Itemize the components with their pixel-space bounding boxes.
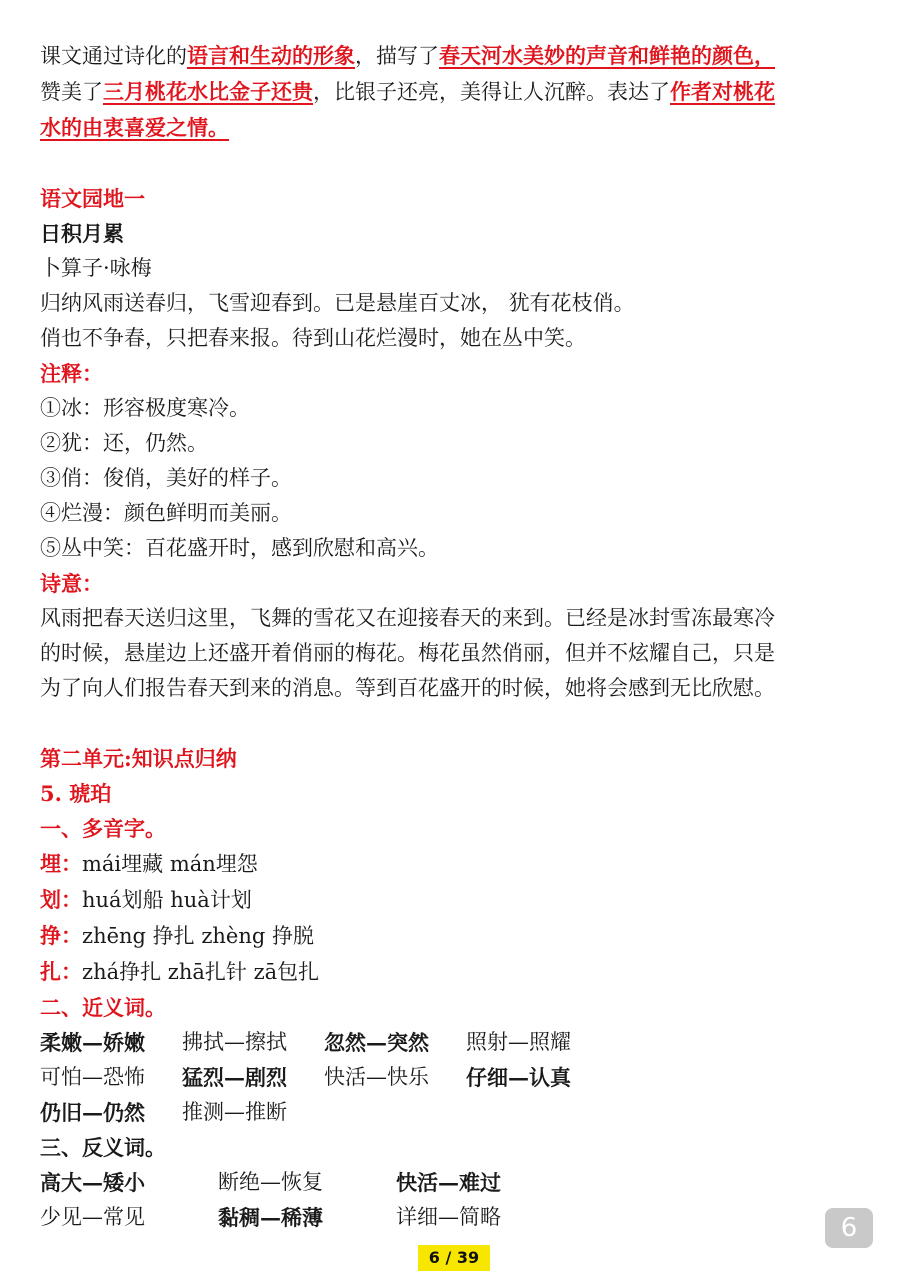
synonym-pair: 推测—推断 bbox=[182, 1100, 287, 1124]
antonym-pair: 快活—难过 bbox=[396, 1170, 501, 1195]
intro-line-2 bbox=[40, 74, 870, 110]
note-item: ③俏：俊俏，美好的样子。 bbox=[40, 466, 292, 490]
notes-title: 注释： bbox=[40, 361, 103, 386]
synonym-pair: 柔嫩—娇嫩 bbox=[40, 1030, 145, 1055]
antonym-row bbox=[40, 1200, 870, 1235]
document-page bbox=[40, 38, 870, 1235]
meaning-line: 为了向人们报告春天到来的消息。等到百花盛开的时候，她将会感到无比欣慰。 bbox=[40, 676, 775, 700]
synonym-row bbox=[40, 1025, 870, 1060]
meaning-title: 诗意： bbox=[40, 571, 103, 596]
synonym-title: 二、近义词。 bbox=[40, 995, 166, 1020]
poem-line: 归纳风雨送春归，飞雪迎春到。已是悬崖百丈冰， 犹有花枝俏。 bbox=[40, 291, 635, 315]
intro-text: ，描写了 bbox=[355, 44, 439, 68]
antonym-pair: 断绝—恢复 bbox=[218, 1170, 323, 1194]
polyphone-char: 挣： bbox=[40, 923, 82, 948]
highlight-text: ， bbox=[754, 43, 775, 68]
subsection-title: 日积月累 bbox=[40, 221, 124, 246]
antonym-title: 三、反义词。 bbox=[40, 1135, 166, 1160]
synonym-pair: 快活—快乐 bbox=[324, 1065, 429, 1089]
antonym-row bbox=[40, 1165, 870, 1200]
highlight-text: 三月桃花水比金子还贵 bbox=[103, 79, 313, 104]
synonym-pair: 可怕—恐怖 bbox=[40, 1065, 145, 1089]
intro-text: ，比银子还亮，美得让人沉醉。表达了 bbox=[313, 80, 670, 104]
polyphone-text: huá划船 huà计划 bbox=[82, 888, 252, 912]
antonym-pair: 详细—简略 bbox=[396, 1205, 501, 1229]
polyphone-char: 扎： bbox=[40, 959, 82, 984]
poem-line: 俏也不争春，只把春来报。待到山花烂漫时，她在丛中笑。 bbox=[40, 326, 586, 350]
antonym-pair: 高大—矮小 bbox=[40, 1170, 145, 1195]
poem-title: 卜算子·咏梅 bbox=[40, 256, 152, 280]
lesson-title: 5. 琥珀 bbox=[40, 781, 112, 806]
polyphone-title: 一、多音字。 bbox=[40, 816, 166, 841]
synonym-pair: 拂拭—擦拭 bbox=[182, 1030, 287, 1054]
polyphone-char: 埋： bbox=[40, 851, 82, 876]
polyphone-text: zhá挣扎 zhā扎针 zā包扎 bbox=[82, 960, 320, 984]
synonym-pair: 忽然—突然 bbox=[324, 1030, 429, 1055]
synonym-pair: 猛烈—剧烈 bbox=[182, 1065, 287, 1090]
polyphone-text: zhēng 挣扎 zhèng 挣脱 bbox=[82, 924, 314, 948]
antonym-pair: 黏稠—稀薄 bbox=[218, 1205, 323, 1230]
highlight-text: 语言和生动的形象 bbox=[187, 43, 355, 68]
highlight-text: 春天河水美妙的声音和鲜艳的颜色 bbox=[439, 43, 754, 68]
unit-title: 第二单元:知识点归纳 bbox=[40, 746, 237, 771]
polyphone-char: 划： bbox=[40, 887, 82, 912]
meaning-line: 风雨把春天送归这里，飞舞的雪花又在迎接春天的来到。已经是冰封雪冻最寒冷 bbox=[40, 606, 775, 630]
page-indicator: 6 / 39 bbox=[418, 1245, 490, 1271]
page-badge: 6 bbox=[825, 1208, 873, 1248]
synonym-pair: 照射—照耀 bbox=[466, 1030, 571, 1054]
synonym-row bbox=[40, 1095, 870, 1130]
polyphone-row bbox=[40, 954, 870, 990]
note-item: ②犹：还，仍然。 bbox=[40, 431, 208, 455]
highlight-text: 作者对桃花 bbox=[670, 79, 775, 104]
highlight-text: 水的由衷喜爱之情。 bbox=[40, 115, 229, 140]
intro-text: 赞美了 bbox=[40, 80, 103, 104]
synonym-pair: 仍旧—仍然 bbox=[40, 1100, 145, 1125]
intro-line-3 bbox=[40, 110, 870, 146]
synonym-pair: 仔细—认真 bbox=[466, 1065, 571, 1090]
intro-text: 课文通过诗化的 bbox=[40, 44, 187, 68]
meaning-line: 的时候，悬崖边上还盛开着俏丽的梅花。梅花虽然俏丽，但并不炫耀自己，只是 bbox=[40, 641, 775, 665]
note-item: ④烂漫：颜色鲜明而美丽。 bbox=[40, 501, 292, 525]
note-item: ①冰：形容极度寒冷。 bbox=[40, 396, 250, 420]
synonym-row bbox=[40, 1060, 870, 1095]
note-item: ⑤丛中笑：百花盛开时，感到欣慰和高兴。 bbox=[40, 536, 439, 560]
polyphone-row bbox=[40, 846, 870, 882]
polyphone-row bbox=[40, 882, 870, 918]
intro-line-1 bbox=[40, 38, 870, 74]
section-title: 语文园地一 bbox=[40, 186, 145, 211]
polyphone-row bbox=[40, 918, 870, 954]
polyphone-text: mái埋藏 mán埋怨 bbox=[82, 852, 258, 876]
antonym-pair: 少见—常见 bbox=[40, 1205, 145, 1229]
